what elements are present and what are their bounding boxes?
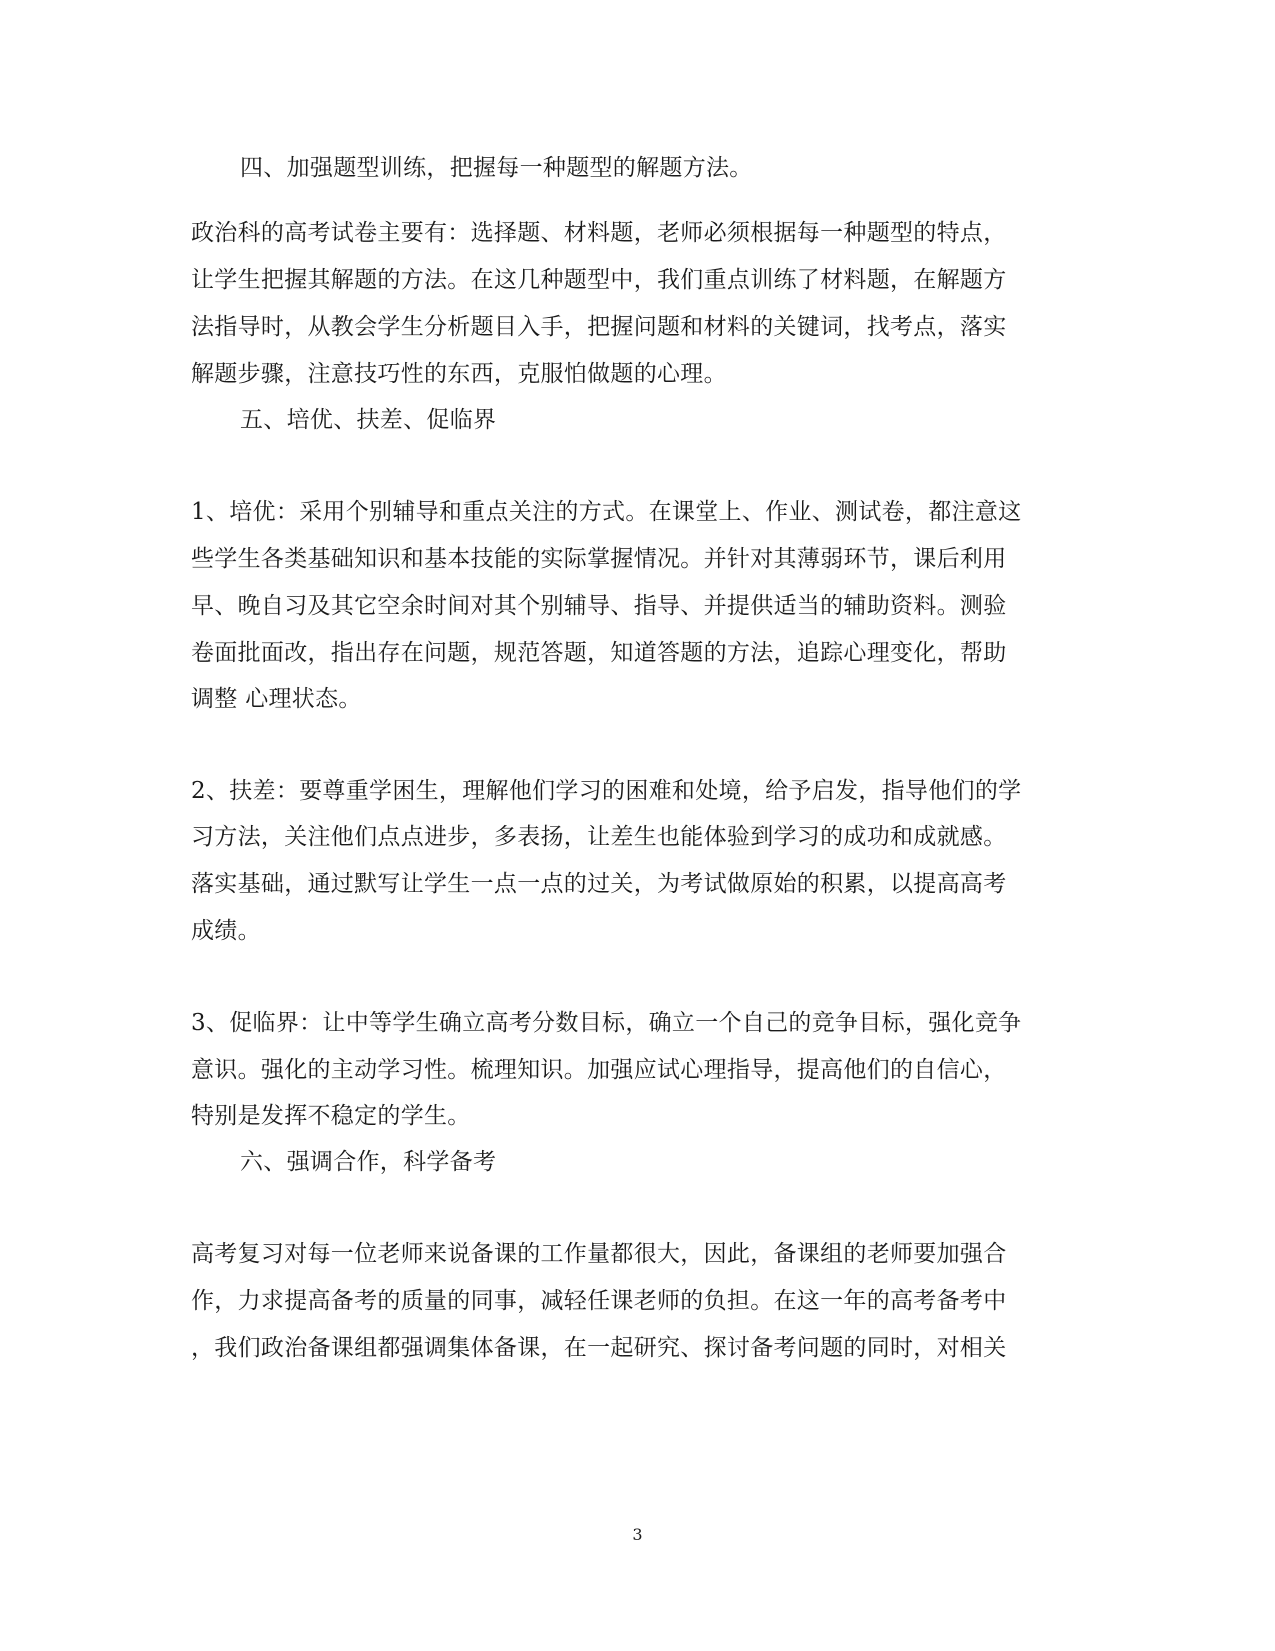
paragraph-line: 作，力求提高备考的质量的同事，减轻任课老师的负担。在这一年的高考备考中 [191,1288,1007,1314]
section-heading-4: 四、加强题型训练，把握每一种题型的解题方法。 [240,155,753,181]
paragraph-line: 法指导时，从教会学生分析题目入手，把握问题和材料的关键词，找考点，落实 [191,314,1007,340]
section-heading-6: 六、强调合作，科学备考 [240,1149,497,1175]
paragraph-line: 3、促临界：让中等学生确立高考分数目标，确立一个自己的竞争目标，强化竞争 [191,1010,1022,1036]
paragraph-line: 调整 心理状态。 [191,686,362,712]
paragraph-line: 高考复习对每一位老师来说备课的工作量都很大，因此，备课组的老师要加强合 [191,1241,1007,1267]
paragraph-line: 卷面批面改，指出存在问题，规范答题，知道答题的方法，追踪心理变化，帮助 [191,640,1007,666]
paragraph-line: ，我们政治备课组都强调集体备课，在一起研究、探讨备考问题的同时，对相关 [191,1335,1007,1361]
paragraph-line: 习方法，关注他们点点进步，多表扬，让差生也能体验到学习的成功和成就感。 [191,824,1007,850]
paragraph-line: 解题步骤，注意技巧性的东西，克服怕做题的心理。 [191,361,727,387]
paragraph-line: 2、扶差：要尊重学困生，理解他们学习的困难和处境，给予启发，指导他们的学 [191,778,1022,804]
paragraph-line: 些学生各类基础知识和基本技能的实际掌握情况。并针对其薄弱环节，课后利用 [191,546,1007,572]
paragraph-line: 成绩。 [191,918,261,944]
page-number: 3 [632,1525,643,1544]
paragraph-line: 让学生把握其解题的方法。在这几种题型中，我们重点训练了材料题，在解题方 [191,267,1007,293]
paragraph-line: 早、晚自习及其它空余时间对其个别辅导、指导、并提供适当的辅助资料。测验 [191,593,1007,619]
paragraph-line: 落实基础，通过默写让学生一点一点的过关，为考试做原始的积累，以提高高考 [191,871,1007,897]
paragraph-line: 政治科的高考试卷主要有：选择题、材料题，老师必须根据每一种题型的特点， [191,220,1007,246]
paragraph-line: 特别是发挥不稳定的学生。 [191,1103,471,1129]
paragraph-line: 1、培优：采用个别辅导和重点关注的方式。在课堂上、作业、测试卷，都注意这 [191,499,1022,525]
paragraph-line: 意识。强化的主动学习性。梳理知识。加强应试心理指导，提高他们的自信心， [191,1057,1007,1083]
section-heading-5: 五、培优、扶差、促临界 [240,407,497,433]
